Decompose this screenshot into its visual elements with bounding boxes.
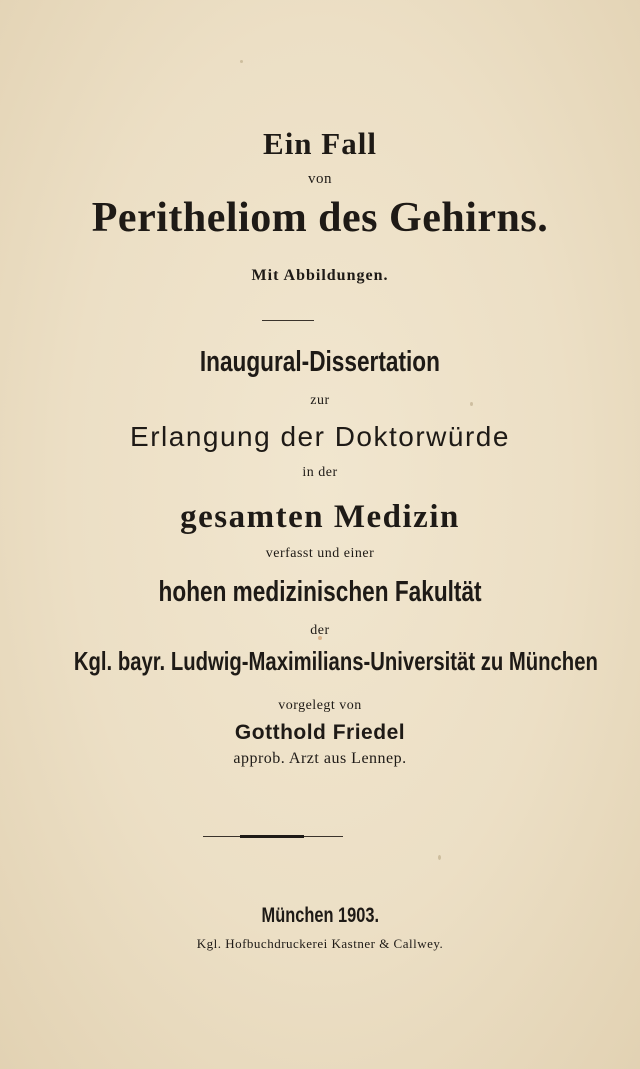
dissertation-field: gesamten Medizin	[180, 499, 460, 535]
dissertation-heading	[0, 348, 640, 377]
dissertation-heading-text: Inaugural-Dissertation	[199, 346, 441, 378]
university-line	[0, 648, 640, 675]
title-line-1: Ein Fall	[263, 126, 377, 161]
imprint-printer: Kgl. Hofbuchdruckerei Kastner & Callwey.	[196, 936, 444, 951]
paper-speck	[438, 855, 441, 860]
presented-by: vorgelegt von	[278, 698, 362, 713]
faculty-line	[0, 578, 640, 607]
title-line-2: Peritheliom des Gehirns.	[91, 195, 549, 241]
title-connector: von	[308, 171, 332, 187]
divider-rule	[262, 320, 314, 321]
ornament-rule-center	[240, 835, 304, 838]
connector-in-der: in der	[302, 465, 338, 480]
university-text: Kgl. bayr. Ludwig-Maximilians-Universität zu München	[73, 646, 598, 676]
connector-verfasst: verfasst und einer	[265, 546, 375, 561]
connector-der: der	[310, 623, 330, 638]
imprint-place-year	[0, 905, 640, 926]
subtitle: Mit Abbildungen.	[251, 267, 389, 284]
author-info: approb. Arzt aus Lennep.	[233, 750, 407, 767]
dissertation-purpose: Erlangung der Doktorwürde	[130, 421, 510, 452]
imprint-place-year-text: München 1903.	[261, 904, 379, 927]
connector-zur: zur	[310, 393, 330, 408]
faculty-text: hohen medizinischen Fakultät	[158, 576, 482, 608]
paper-speck	[240, 60, 243, 63]
author-name: Gotthold Friedel	[234, 721, 406, 744]
